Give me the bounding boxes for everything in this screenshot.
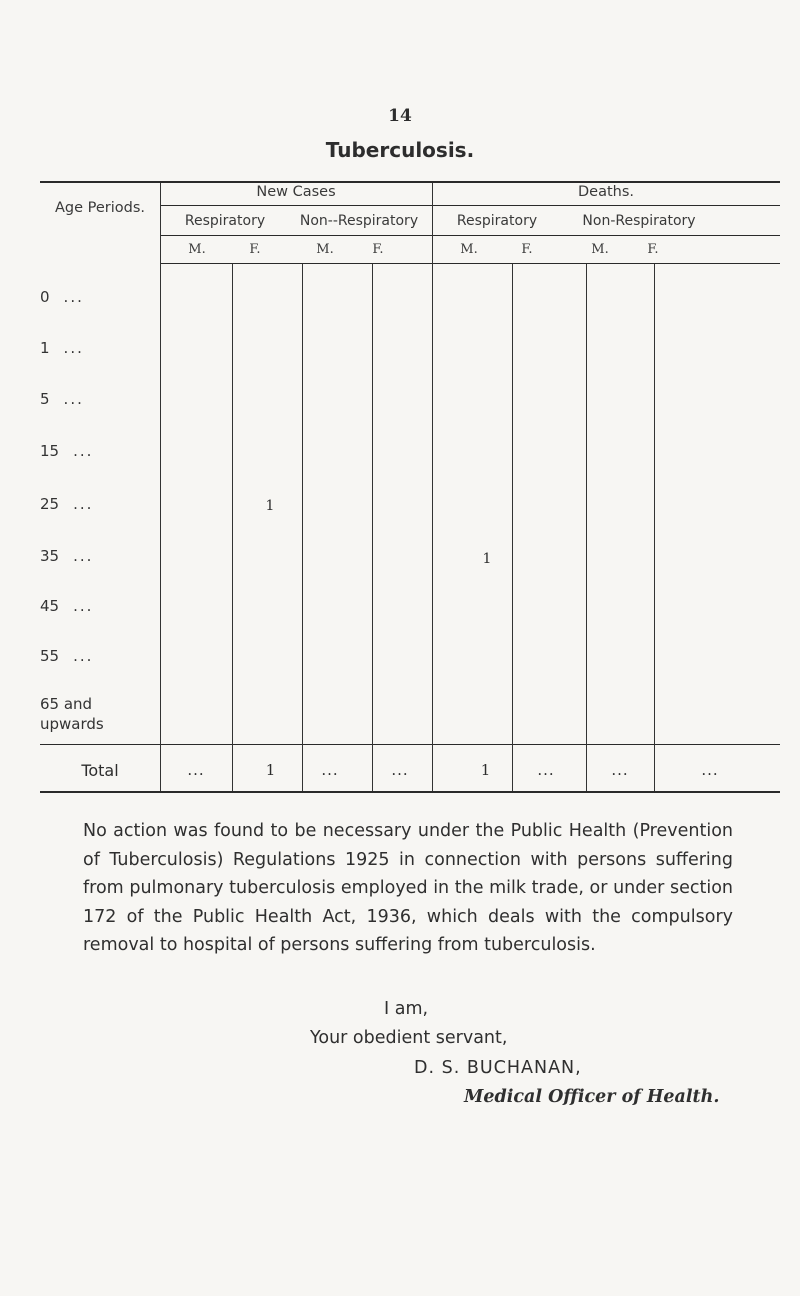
age-label: 55 (40, 647, 60, 665)
sex-label: M. (316, 242, 334, 257)
total-cell: ... (537, 761, 555, 779)
age-row (40, 390, 84, 408)
column-divider (586, 264, 587, 791)
sex-label: F. (249, 242, 261, 257)
column-divider (512, 264, 513, 791)
sex-label: F. (521, 242, 533, 257)
deaths-respiratory-header: Respiratory (456, 213, 538, 229)
total-cell: ... (187, 761, 205, 779)
sex-label: F. (647, 242, 659, 257)
sex-label: M. (460, 242, 478, 257)
page-title: Tuberculosis. (325, 138, 475, 162)
body-paragraph: No action was found to be necessary under the Public Health (Prevention of Tuberculosis) Regulations 1925 in connection with persons suffering from pulmonary tuberculosis employed in the milk trade, or under section 172 of the Public Health Act, 1936, which deals with the compulsory removal to hospital of persons suffering from tuberculosis. (83, 821, 733, 955)
age-label: 25 (40, 495, 60, 513)
age-row (40, 288, 84, 306)
sex-label: F. (372, 242, 384, 257)
age-periods-header: Age Periods. (54, 200, 146, 216)
column-divider (372, 264, 373, 791)
total-cell: ... (391, 761, 409, 779)
signatory-name: D. S. BUCHANAN, (414, 1058, 582, 1078)
age-row (40, 694, 150, 734)
table-cell: 1 (265, 498, 275, 514)
age-row (40, 597, 93, 615)
table-cell: 1 (482, 551, 492, 567)
column-divider (432, 183, 433, 791)
row-dots: ... (73, 547, 94, 565)
deaths-header: Deaths. (577, 184, 634, 200)
row-dots: ... (73, 495, 94, 513)
new-respiratory-header: Respiratory (184, 213, 266, 229)
age-label: 5 (40, 390, 50, 408)
closing-line: Your obedient servant, (310, 1028, 508, 1048)
page-number: 14 (388, 106, 412, 126)
sex-label: M. (591, 242, 609, 257)
row-dots: ... (63, 288, 84, 306)
header-rule-2 (160, 235, 780, 236)
age-label: 1 (40, 339, 50, 357)
row-dots: ... (73, 597, 94, 615)
table-bottom-rule (40, 791, 780, 793)
age-row (40, 339, 84, 357)
closing-line: I am, (384, 999, 429, 1019)
new-non-respiratory-header: Non--Respiratory (299, 213, 419, 229)
column-divider (160, 183, 161, 791)
total-rule (40, 744, 780, 745)
deaths-non-respiratory-header: Non-Respiratory (582, 213, 696, 229)
total-cell: 1 (265, 761, 277, 779)
header-rule-3 (160, 263, 780, 264)
column-divider (654, 264, 655, 791)
total-label: Total (81, 761, 119, 780)
row-dots: ... (73, 647, 94, 665)
column-divider (232, 264, 233, 791)
sex-label: M. (188, 242, 206, 257)
table-top-rule (40, 181, 780, 183)
total-cell: 1 (480, 761, 492, 779)
age-label: 0 (40, 288, 50, 306)
total-cell: ... (611, 761, 629, 779)
age-label: 65 and upwards (40, 695, 104, 733)
age-label: 15 (40, 442, 60, 460)
age-row (40, 547, 93, 565)
age-row (40, 442, 93, 460)
row-dots: ... (63, 339, 84, 357)
header-rule-1 (160, 205, 780, 206)
total-cell: ... (321, 761, 339, 779)
age-row (40, 647, 93, 665)
total-cell: ... (701, 761, 719, 779)
age-label: 35 (40, 547, 60, 565)
row-dots: ... (63, 390, 84, 408)
new-cases-header: New Cases (256, 184, 336, 200)
row-dots: ... (73, 442, 94, 460)
age-label: 45 (40, 597, 60, 615)
age-row (40, 495, 93, 513)
signatory-position: Medical Officer of Health. (464, 1087, 720, 1107)
column-divider (302, 264, 303, 791)
